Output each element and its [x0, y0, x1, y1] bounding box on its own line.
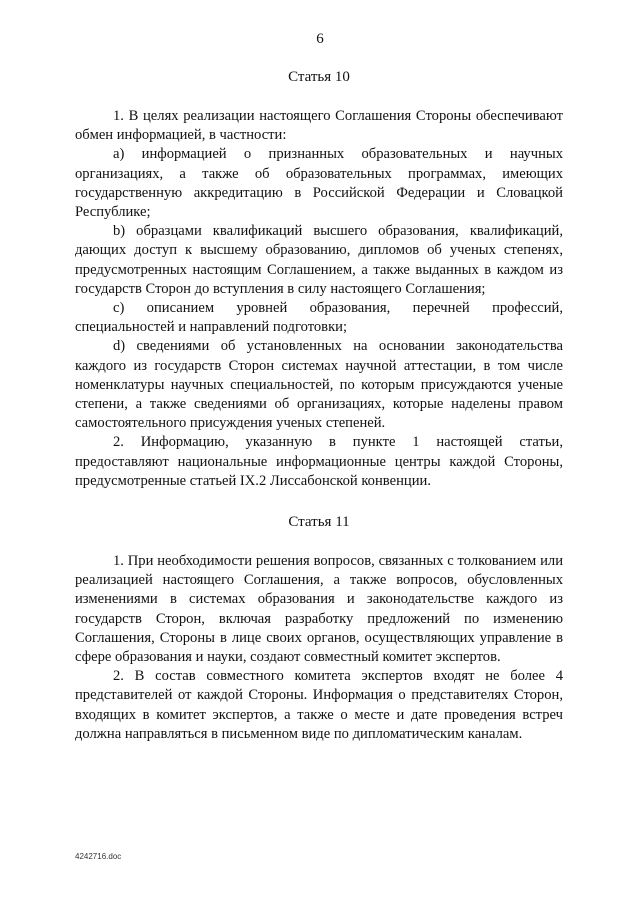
article-10-item-d: d) сведениями об установленных на основании законодательства каждого из государств Сторон системах научной аттестации, в том числе номенклатуры научных специальностей, по которым присуждаются ученые степени, а также сведениями об организациях, которые наделены правом самостоятельного присуждения ученых степеней.: [75, 338, 563, 432]
article-10-item-a: a) информацией о признанных образовательных и научных организациях, а также об образовательных программах, имеющих государственную аккредитацию в Российской Федерации и Словацкой Республике;: [75, 146, 563, 221]
article-10-paragraph-2: 2. Информацию, указанную в пункте 1 настоящей статьи, предоставляют национальные информационные центры каждой Стороны, предусмотренные статьей IX.2 Лиссабонской конвенции.: [75, 434, 563, 489]
article-11-title: Статья 11: [288, 514, 350, 530]
footer-document-id: 4242716.doc: [75, 852, 122, 861]
article-10-title: Статья 10: [288, 69, 350, 85]
article-10-item-b: b) образцами квалификаций высшего образования, квалификаций, дающих доступ к высшему образованию, дипломов об ученых степенях, предусмотренных настоящим Соглашением, а также выданных в каждом из государств Сторон до вступления в силу настоящего Соглашения;: [75, 223, 563, 297]
article-11-paragraph-2: 2. В состав совместного комитета экспертов входят не более 4 представителей от каждой Стороны. Информация о представителях Сторон, входящих в комитет экспертов, а также о месте и дате проведения встреч должна направляться в письменном виде по дипломатическим каналам.: [75, 668, 563, 742]
article-10-item-c: c) описанием уровней образования, перечней профессий, специальностей и направлений подготовки;: [75, 300, 563, 336]
page-number: 6: [316, 31, 324, 47]
article-10: [75, 67, 563, 491]
article-10-paragraph-1: 1. В целях реализации настоящего Соглашения Стороны обеспечивают обмен информацией, в частности:: [75, 108, 563, 144]
article-11-paragraph-1: 1. При необходимости решения вопросов, связанных с толкованием или реализацией настоящего Соглашения, а также вопросов, обусловленных изменениями в системах образования и законодательстве каждого из государств Сторон, включая разработку предложений по изменению Соглашения, Стороны в лице своих органов, осуществляющих управление в сфере образования и науки, создают совместный комитет экспертов.: [75, 553, 563, 666]
article-11: [75, 512, 563, 744]
